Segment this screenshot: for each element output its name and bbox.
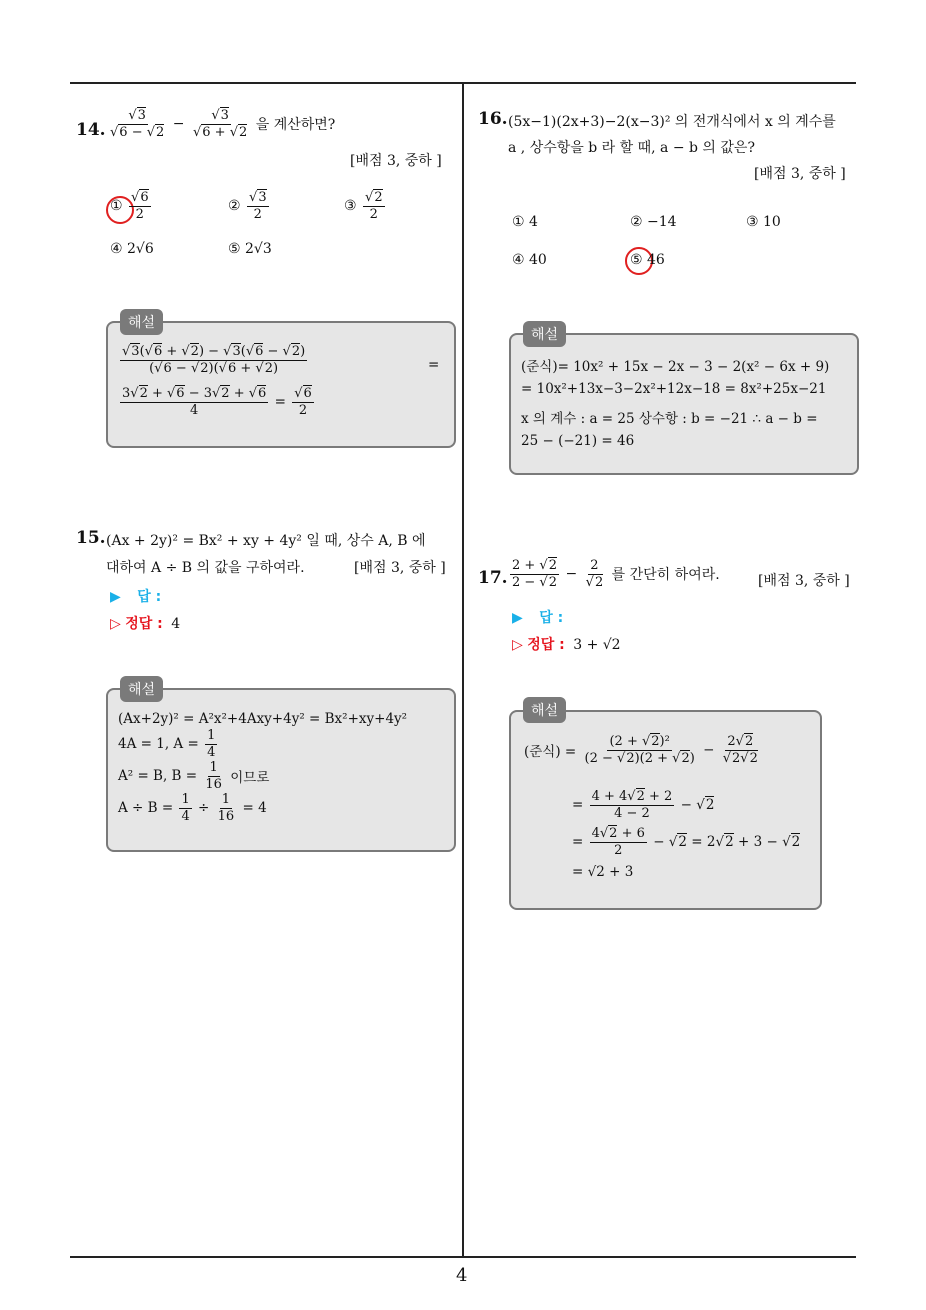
q16-option-1[interactable]: ① 4 bbox=[512, 214, 538, 230]
q17-explanation-line1: (준식) = $\frac{\text{(2 + √2)²}}{(2 - √2)(2 + √2)}$ − $\frac{2√2}{√2√2}$ bbox=[524, 734, 758, 766]
q17-text: 를 간단히 하여라. bbox=[611, 567, 720, 584]
q15-line1: (Ax + 2y)² = Bx² + xy + 4y² 일 때, 상수 A, B 에 bbox=[106, 533, 426, 549]
q15-score: [배점 3, 중하 ] bbox=[354, 560, 446, 576]
q15-explanation-tag: 해설 bbox=[120, 676, 163, 702]
q14-score: [배점 3, 중하 ] bbox=[350, 153, 442, 169]
q15-explanation-line3: A² = B, B = $\frac{1}{16}$ 이므로 bbox=[118, 760, 270, 792]
q17-explanation-line4: = √2 + 3 bbox=[572, 864, 634, 880]
q15-line2: 대하여 A ÷ B 의 값을 구하여라. bbox=[106, 560, 305, 576]
q14-explanation-box bbox=[106, 321, 456, 448]
q14-option-4[interactable]: ④ 2√6 bbox=[110, 241, 154, 257]
q14-explanation-line1: $\frac{√3(√6 + √2) - √3(√6 - √2)}{(√6 - √2)(√6 + √2)}$ bbox=[122, 344, 306, 376]
q16-score: [배점 3, 중하 ] bbox=[754, 166, 846, 182]
q14-explanation-eq1: = bbox=[428, 357, 440, 373]
q14-text: 을 계산하면? bbox=[255, 117, 336, 134]
q17-explanation-line2: = $\frac{4 + 4√2 + 2}{4 - 2}$ − √2 bbox=[572, 789, 715, 821]
q14-option-1[interactable]: ① $\frac{√6}{2}$ bbox=[110, 190, 149, 222]
q17-expression: $\frac{2 + √2}{2 - √2}$ − $\frac{2}{√2}$ 를 간단히 하여라. bbox=[512, 558, 720, 590]
bottom-rule bbox=[70, 1256, 856, 1258]
q14-number: 14. bbox=[76, 120, 106, 140]
q17-answer: ▷ 정답 : 3 + √2 bbox=[512, 637, 621, 653]
q15-number: 15. bbox=[76, 528, 106, 548]
q15-explanation-line1: (Ax+2y)² = A²x²+4Axy+4y² = Bx²+xy+4y² bbox=[118, 711, 408, 727]
q15-explanation-line2: 4A = 1, A = $\frac{1}{4}$ bbox=[118, 728, 216, 760]
q14-explanation-tag: 해설 bbox=[120, 309, 163, 335]
q17-explanation-tag: 해설 bbox=[523, 697, 566, 723]
q16-explanation-line2: = 10x²+13x−3−2x²+12x−18 = 8x²+25x−21 bbox=[521, 381, 827, 397]
play-icon: ▶ bbox=[512, 610, 523, 626]
q15-answer-prompt: ▶ 답 : bbox=[110, 589, 162, 605]
q16-line2: a , 상수항을 b 라 할 때, a − b 의 값은? bbox=[508, 140, 755, 156]
q16-option-4[interactable]: ④ 40 bbox=[512, 252, 547, 268]
q17-score: [배점 3, 중하 ] bbox=[758, 573, 850, 589]
q15-answer: ▷ 정답 : 4 bbox=[110, 616, 181, 632]
q16-option-2[interactable]: ② −14 bbox=[630, 214, 677, 230]
q16-explanation-line4: 25 − (−21) = 46 bbox=[521, 433, 635, 449]
q14-explanation-line2: $\frac{3√2 + √6 - 3√2 + √6}{4}$ = $\frac{√6}{2}$ bbox=[122, 386, 312, 418]
play-icon: ▶ bbox=[110, 589, 121, 605]
q16-explanation-line1: (준식)= 10x² + 15x − 2x − 3 − 2(x² − 6x + 9) bbox=[521, 359, 830, 375]
q16-number: 16. bbox=[478, 109, 508, 129]
q17-answer-prompt: ▶ 답 : bbox=[512, 610, 564, 626]
q16-option-5[interactable]: ⑤ 46 bbox=[630, 252, 665, 268]
q16-option-3[interactable]: ③ 10 bbox=[746, 214, 781, 230]
column-divider bbox=[462, 83, 464, 1257]
q16-explanation-tag: 해설 bbox=[523, 321, 566, 347]
q16-explanation-line3: x 의 계수 : a = 25 상수항 : b = −21 ∴ a − b = bbox=[521, 411, 818, 427]
play-outline-icon: ▷ bbox=[512, 637, 523, 653]
q14-option-2[interactable]: ② $\frac{√3}{2}$ bbox=[228, 190, 267, 222]
q15-explanation-line4: A ÷ B = $\frac{1}{4}$ ÷ $\frac{1}{16}$ = 4 bbox=[118, 792, 267, 824]
q14-option-3[interactable]: ③ $\frac{√2}{2}$ bbox=[344, 190, 383, 222]
q17-explanation-line3: = $\frac{4√2 + 6}{2}$ − √2 = 2√2 + 3 − √2 bbox=[572, 826, 801, 858]
page-number: 4 bbox=[456, 1265, 468, 1286]
q14-expression: $\frac{√3}{√6 - √2}$ − $\frac{√3}{√6 + √2}$ 을 계산하면? bbox=[110, 108, 336, 140]
q14-option-5[interactable]: ⑤ 2√3 bbox=[228, 241, 272, 257]
q17-number: 17. bbox=[478, 568, 508, 588]
q16-line1: (5x−1)(2x+3)−2(x−3)² 의 전개식에서 x 의 계수를 bbox=[508, 114, 836, 130]
play-outline-icon: ▷ bbox=[110, 616, 121, 632]
